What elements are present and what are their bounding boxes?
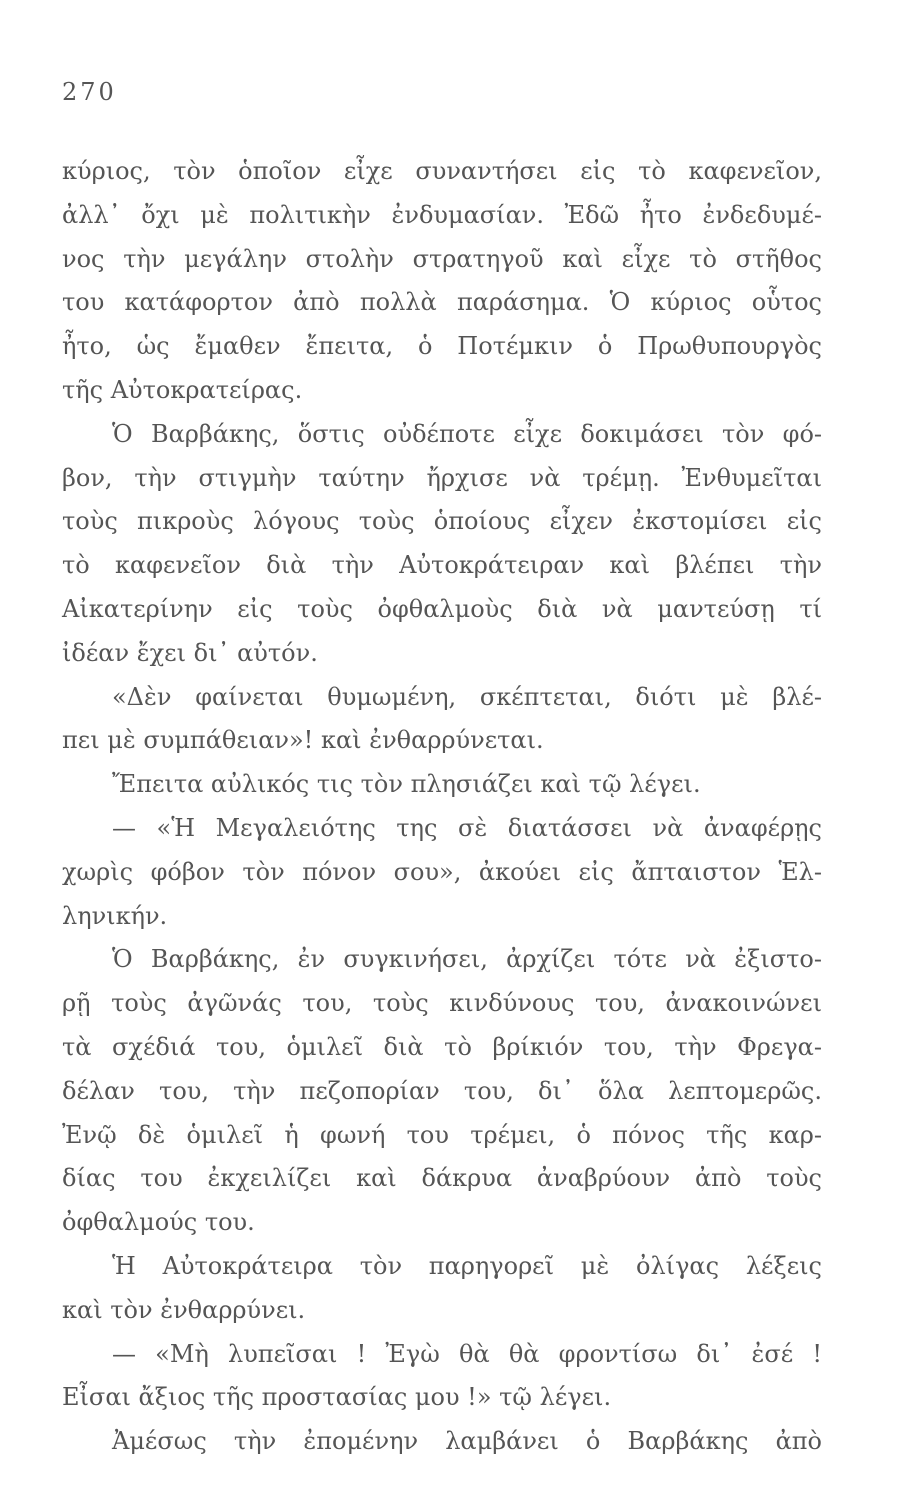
text-line: Εἶσαι ἄξιος τῆς προστασίας μου !» τῷ λέγει. xyxy=(62,1383,612,1412)
text-line: τὰ σχέδιά του, ὁμιλεῖ διὰ τὸ βρίκιόν του, τὴν Φρεγα- xyxy=(62,1032,822,1061)
text-line: Ὁ Βαρβάκης, ὅστις οὐδέποτε εἶχε δοκιμάσει τὸν φό- xyxy=(112,419,822,448)
text-line: τὸ καφενεῖον διὰ τὴν Αὐτοκράτειραν καὶ βλέπει τὴν xyxy=(62,551,822,580)
text-line: τοὺς πικροὺς λόγους τοὺς ὁποίους εἶχεν ἐκστομίσει εἰς xyxy=(62,507,822,536)
text-line: Ἔπειτα αὐλικός τις τὸν πλησιάζει καὶ τῷ λέγει. xyxy=(112,770,701,799)
text-line: ληνικήν. xyxy=(62,901,168,930)
text-line: κύριος, τὸν ὁποῖον εἶχε συναντήσει εἰς τὸ καφενεῖον, xyxy=(62,157,822,185)
text-line: του κατάφορτον ἀπὸ πολλὰ παράσημα. Ὁ κύριος οὗτος xyxy=(62,288,822,317)
text-line: — «Ἡ Μεγαλειότης της σὲ διατάσσει νὰ ἀναφέρῃς xyxy=(112,813,822,842)
text-line: ἦτο, ὡς ἔμαθεν ἔπειτα, ὁ Ποτέμκιν ὁ Πρωθυπουργὸς xyxy=(62,332,822,361)
text-line: Ἐνῷ δὲ ὁμιλεῖ ἡ φωνή του τρέμει, ὁ πόνος τῆς καρ- xyxy=(62,1120,822,1149)
text-line: ἰδέαν ἔχει δι᾽ αὐτόν. xyxy=(62,638,318,667)
text-line: χωρὶς φόβον τὸν πόνον σου», ἀκούει εἰς ἄπταιστον Ἑλ- xyxy=(62,857,822,886)
text-line: Ἡ Αὐτοκράτειρα τὸν παρηγορεῖ μὲ ὀλίγας λέξεις xyxy=(112,1251,822,1280)
page-number: 270 xyxy=(62,78,117,106)
text-line: ἀλλ᾽ ὄχι μὲ πολιτικὴν ἐνδυμασίαν. Ἐδῶ ἦτο ἐνδεδυμέ- xyxy=(62,200,822,229)
text-line: νος τὴν μεγάλην στολὴν στρατηγοῦ καὶ εἶχε τὸ στῆθος xyxy=(62,244,822,273)
text-line: «Δὲν φαίνεται θυμωμένη, σκέπτεται, διότι μὲ βλέ- xyxy=(112,682,822,711)
text-line: Ἀμέσως τὴν ἐπομένην λαμβάνει ὁ Βαρβάκης ἀπὸ xyxy=(112,1427,822,1456)
text-line: Αἰκατερίνην εἰς τοὺς ὀφθαλμοὺς διὰ νὰ μαντεύσῃ τί xyxy=(62,594,822,623)
text-line: ρῇ τοὺς ἀγῶνάς του, τοὺς κινδύνους του, ἀνακοινώνει xyxy=(62,989,822,1018)
text-line: ὀφθαλμούς του. xyxy=(62,1208,255,1237)
text-line: τῆς Αὐτοκρατείρας. xyxy=(62,375,303,404)
text-line: δέλαν του, τὴν πεζοπορίαν του, δι᾽ ὅλα λεπτομερῶς. xyxy=(62,1076,822,1105)
text-line: βον, τὴν στιγμὴν ταύτην ἤρχισε νὰ τρέμῃ. Ἐνθυμεῖται xyxy=(62,463,822,492)
text-line: πει μὲ συμπάθειαν»! καὶ ἐνθαρρύνεται. xyxy=(62,726,544,755)
text-line: δίας του ἐκχειλίζει καὶ δάκρυα ἀναβρύουν ἀπὸ τοὺς xyxy=(62,1164,822,1193)
text-line: Ὁ Βαρβάκης, ἐν συγκινήσει, ἀρχίζει τότε νὰ ἐξιστο- xyxy=(112,945,822,974)
text-line: — «Μὴ λυπεῖσαι ! Ἐγὼ θὰ θὰ φροντίσω δι᾽ ἐσέ ! xyxy=(112,1339,822,1368)
text-line: καὶ τὸν ἐνθαρρύνει. xyxy=(62,1295,306,1324)
body-text xyxy=(62,150,822,1464)
